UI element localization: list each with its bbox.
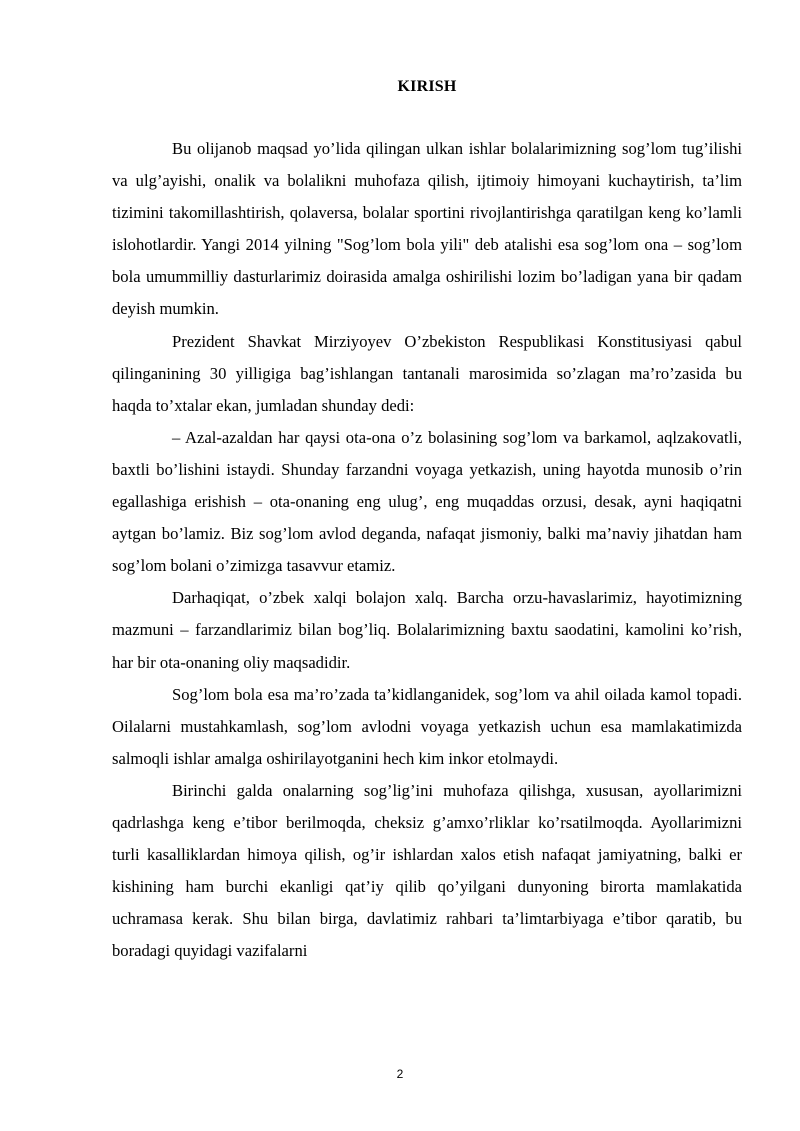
paragraph-1: Bu olijanob maqsad yo’lida qilingan ulkan ishlar bolalarimizning sog’lom tug’ilishi va ulg’ayishi, onalik va bolalikni muhofaza qilish, ijtimoiy himoyani kuchaytirish, ta’lim tizimini takomillashtirish, qolaversa, bolalar sportini rivojlantirishga qaratilgan keng ko’lamli islohotlardir. Yangi 2014 yilning "Sog’lom bola yili" deb atalishi esa sog’lom ona – sog’lom bola umummilliy dasturlarimiz doirasida amalga oshirilishi lozim bo’ladigan yana bir qadam deyish mumkin.: [112, 139, 742, 319]
paragraph-5: Sog’lom bola esa ma’ro’zada ta’kidlanganidek, sog’lom va ahil oilada kamol topadi. Oilalarni mustahkamlash, sog’lom avlodni voyaga yetkazish uchun esa mamlakatimizda salmoqli ishlar amalga oshirilayotganini hech kim inkor etolmaydi.: [112, 684, 742, 768]
paragraph-4: Darhaqiqat, o’zbek xalqi bolajon xalq. Barcha orzu-havaslarimiz, hayotimizning mazmuni – farzandlarimiz bilan bog’liq. Bolalarimizning baxtu saodatini, kamolini ko’rish, har bir ota-onaning oliy maqsadidir.: [112, 588, 742, 672]
paragraph-3: – Azal-azaldan har qaysi ota-ona o’z bolasining sog’lom va barkamol, aqlzakovatli, baxtli bo’lishini istaydi. Shunday farzandni voyaga yetkazish, uning hayotda munosib o’rin egallashiga erishish – ota-onaning eng ulug’, eng muqaddas orzusi, desak, ayni haqiqatni aytgan bo’lamiz. Biz sog’lom avlod deganda, nafaqat jismoniy, balki ma’naviy jihatdan ham sog’lom bolani o’zimizga tasavvur etamiz.: [112, 427, 742, 576]
document-title: KIRISH: [397, 78, 457, 95]
paragraph-2: Prezident Shavkat Mirziyoyev O’zbekiston Respublikasi Konstitusiyasi qabul qilinganining 30 yilligiga bag’ishlangan tantanali marosimida so’zlagan ma’ro’zasida bu haqda to’xtalar ekan, jumladan shunday dedi:: [112, 331, 742, 415]
paragraph-6: Birinchi galda onalarning sog’lig’ini muhofaza qilishga, xususan, ayollarimizni qadrlashga keng e’tibor berilmoqda, cheksiz g’amxo’rliklar ko’rsatilmoqda. Ayollarimizni turli kasalliklardan himoya qilish, og’ir ishlardan xalos etish nafaqat jamiyatning, balki er kishining ham burchi ekanligi qat’iy qilib qo’yilgani dunyoning birorta mamlakatida uchramasa kerak. Shu bilan birga, davlatimiz rahbari ta’limtarbiyaga e’tibor qaratib, bu boradagi quyidagi vazifalarni: [112, 780, 742, 961]
document-page: [112, 75, 742, 967]
page-number: 2: [396, 1067, 404, 1081]
